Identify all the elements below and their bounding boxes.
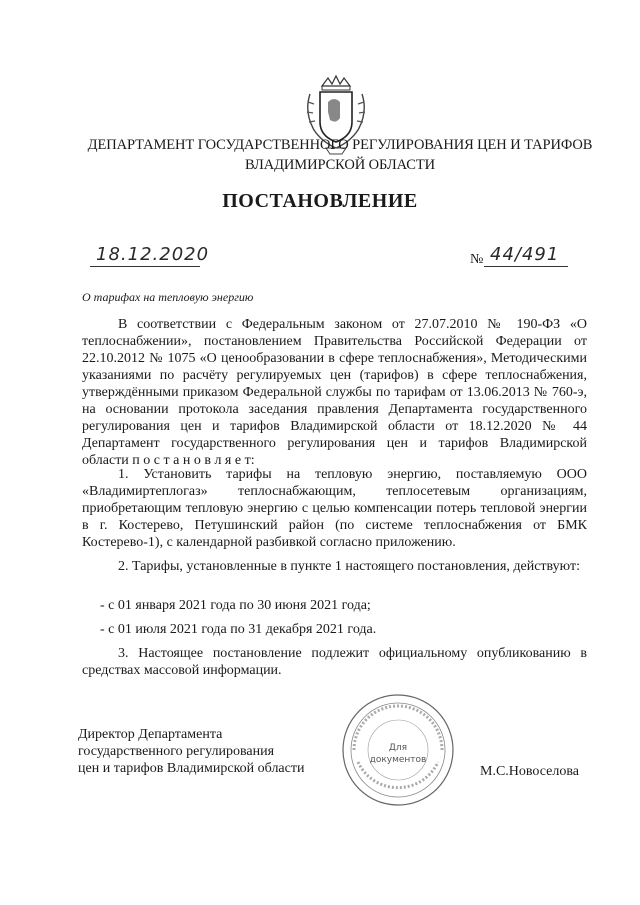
signatory-name: М.С.Новоселова	[480, 764, 579, 779]
document-number: 44/491	[490, 244, 560, 265]
signatory-position	[78, 726, 304, 777]
period-2-line: - с 01 июля 2021 года по 31 декабря 2021 года.	[100, 622, 377, 637]
document-title: ПОСТАНОВЛЕНИЕ	[222, 190, 418, 212]
stamp-text-line-2: документов	[369, 755, 427, 765]
preamble-paragraph: В соответствии с Федеральным законом от 27.07.2010 № 190-ФЗ «О теплоснабжении», постановлением Правительства Российской Федерации от 22.10.2012 № 1075 «О ценообразовании в сфере теплоснабжения», Методическими указаниями по расчёту регулируемых цен (тарифов) в сфере теплоснабжения, утверждёнными приказом Федеральной службы по тарифам от 13.06.2013 № 760-э, на основании протокола заседания правления Департамента государственного регулирования цен и тарифов Владимирской области от 18.12.2020 № 44 Департамент государственного регулирования цен и тарифов Владимирской области п о с т а н о в л я е т:	[82, 317, 587, 468]
stamp-text-line-1: Для	[388, 743, 408, 753]
number-underline	[484, 266, 568, 267]
position-line-1: Директор Департамента	[78, 727, 223, 742]
item-3-paragraph: 3. Настоящее постановление подлежит официальному опубликованию в средствах массовой информации.	[82, 646, 587, 678]
item-1-paragraph: 1. Установить тарифы на тепловую энергию, поставляемую ООО «Владимиртеплогаз» теплоснабжающим, теплосетевым организациям, приобретающим тепловую энергию с целью компенсации потерь тепловой энергии в г. Костерево, Петушинский район (по системе теплоснабжения от БМК Костерево-1), с календарной разбивкой согласно приложению.	[82, 467, 587, 550]
document-date: 18.12.2020	[96, 244, 210, 265]
document-subject: О тарифах на тепловую энергию	[82, 290, 254, 304]
position-line-2: государственного регулирования	[78, 744, 275, 759]
period-1-line: - с 01 января 2021 года по 30 июня 2021 года;	[100, 598, 371, 613]
date-underline	[90, 266, 200, 267]
department-name-line1: ДЕПАРТАМЕНТ ГОСУДАРСТВЕННОГО РЕГУЛИРОВАНИЯ ЦЕН И ТАРИФОВ	[87, 137, 593, 153]
number-label: №	[470, 252, 484, 267]
position-line-3: цен и тарифов Владимирской области	[78, 761, 305, 776]
official-stamp	[340, 692, 456, 808]
department-name-line2: ВЛАДИМИРСКОЙ ОБЛАСТИ	[245, 157, 435, 173]
item-2-paragraph: 2. Тарифы, установленные в пункте 1 настоящего постановления, действуют:	[118, 559, 580, 574]
